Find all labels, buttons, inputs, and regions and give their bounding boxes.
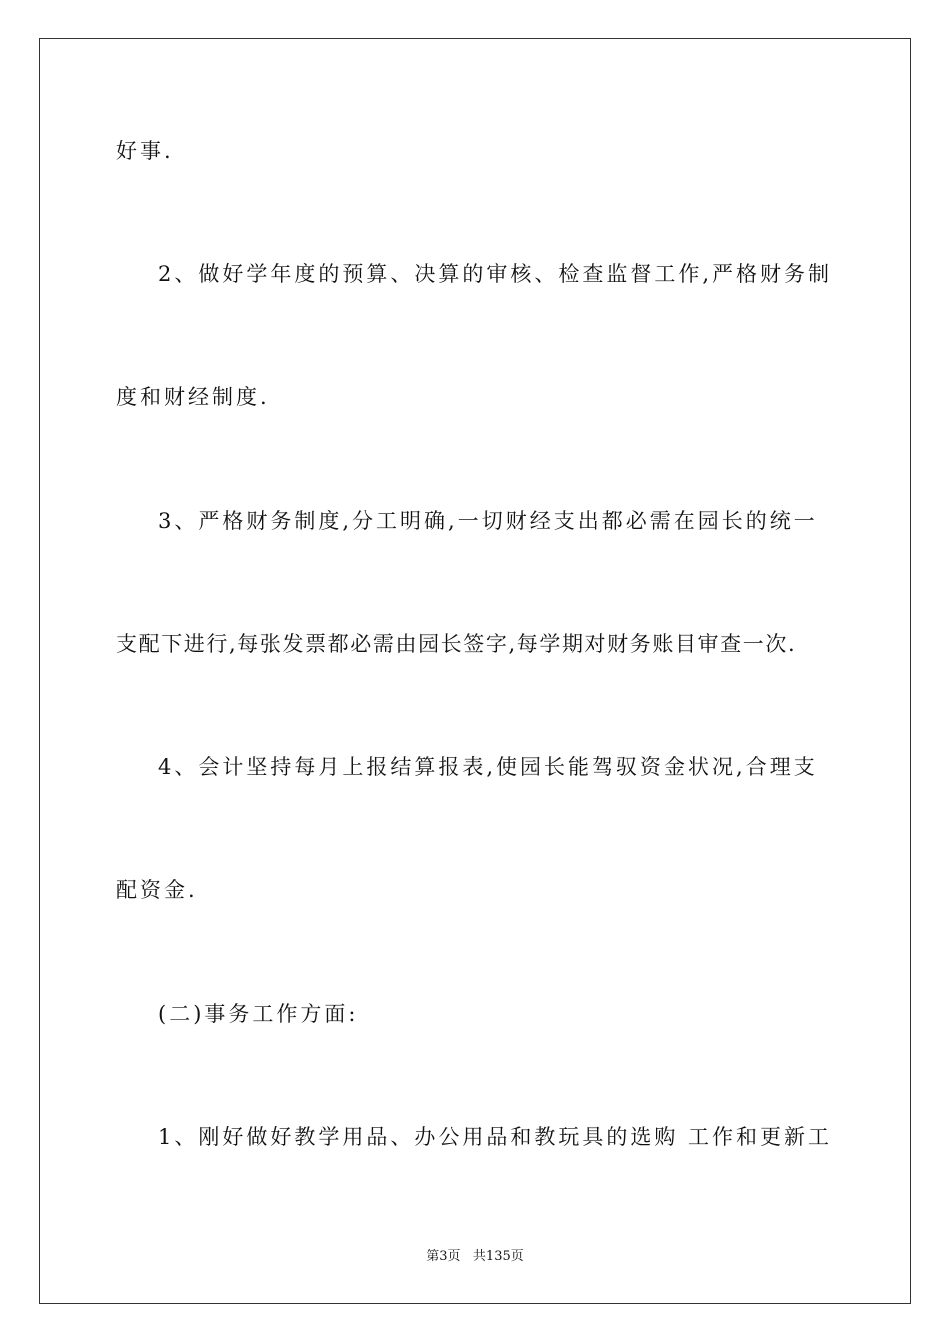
section-heading: (二)事务工作方面: <box>158 1002 359 1026</box>
page-total: 共135页 <box>472 1249 524 1264</box>
page-border <box>39 38 911 1304</box>
paragraph-line-6: 4、会计坚持每月上报结算报表,使园长能驾驭资金状况,合理支 <box>158 755 818 779</box>
paragraph-line-5: 支配下进行,每张发票都必需由园长签字,每学期对财务账目审查一次. <box>116 632 797 656</box>
paragraph-line-2: 2、做好学年度的预算、决算的审核、检查监督工作,严格财务制 <box>158 262 833 286</box>
paragraph-line-8: 1、刚好做好教学用品、办公用品和教玩具的选购 工作和更新工 <box>158 1125 833 1149</box>
paragraph-line-3: 度和财经制度. <box>116 385 270 409</box>
paragraph-line-4: 3、严格财务制度,分工明确,一切财经支出都必需在园长的统一 <box>158 509 818 533</box>
page-footer <box>0 1248 950 1266</box>
page-number: 第3页 <box>426 1249 461 1264</box>
paragraph-line-7: 配资金. <box>116 878 198 902</box>
paragraph-line-1: 好事. <box>116 139 174 163</box>
